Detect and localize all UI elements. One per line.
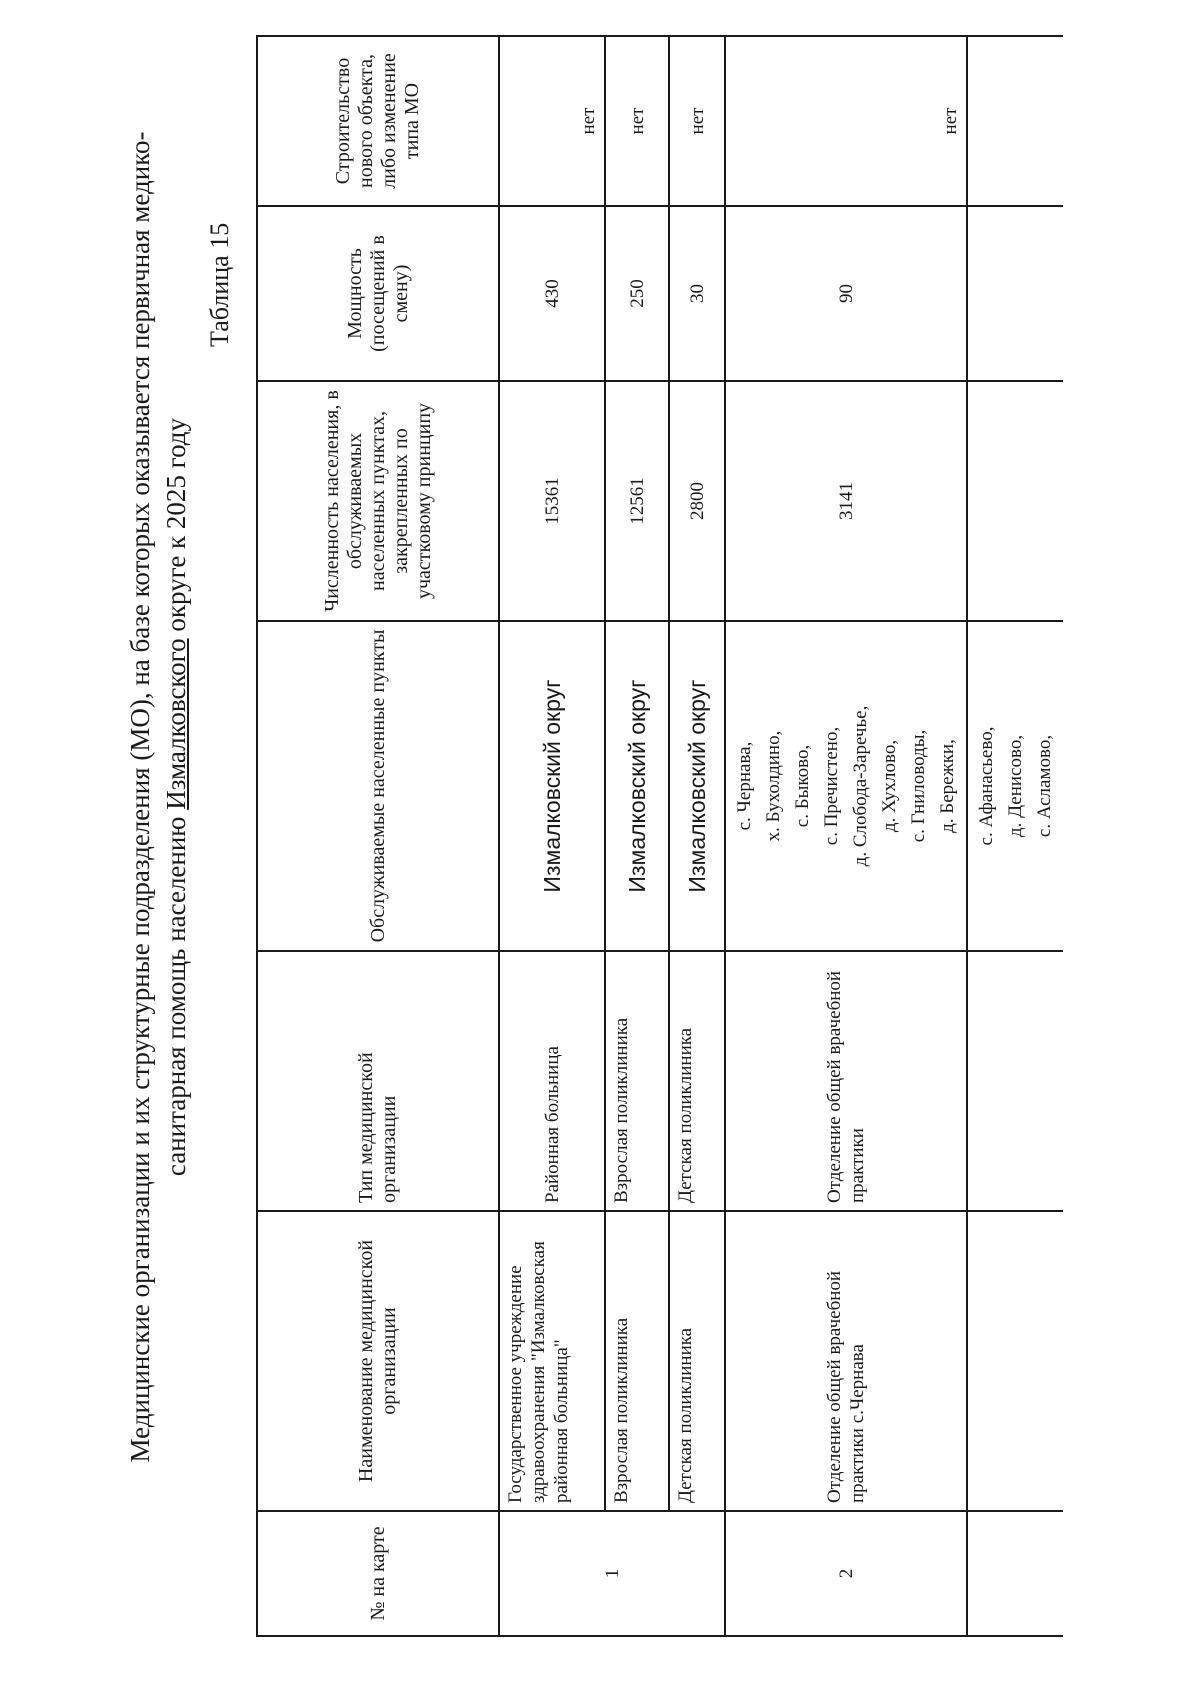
header-name: Наименование медицинской организации [257, 1211, 499, 1511]
place-item: с. Афанасьево, [976, 726, 997, 846]
table-row [725, 36, 967, 1636]
place-item: д. Хухлово, [879, 739, 900, 833]
place-item: с. Пречистено, [821, 726, 842, 846]
row-construction: нет [725, 36, 967, 206]
row-number-group-1: 1 [499, 1511, 725, 1636]
heading-line-1: Медицинские организации и их структурные подразделения (МО), на базе которых оказывается первичная медико- [125, 131, 155, 1463]
row-capacity: 90 [725, 206, 967, 381]
row-name [967, 1211, 1063, 1511]
header-type: Тип медицинской организации [257, 951, 499, 1211]
header-places: Обслуживаемые населенные пункты [257, 621, 499, 951]
header-construction: Строительство нового объекта, либо изменение типа МО [257, 36, 499, 206]
row-construction [967, 36, 1063, 206]
table-row [967, 36, 1063, 1636]
row-capacity: 30 [669, 206, 725, 381]
row-places: Измалковский округ [499, 621, 605, 951]
heading-line-2-suffix: округе к 2025 году [161, 417, 191, 639]
row-name: Детская поликлиника [669, 1211, 725, 1511]
heading-line-2-prefix: санитарная помощь населению [161, 809, 191, 1177]
heading-line-2 [158, 57, 194, 1537]
document-heading [122, 57, 194, 1537]
header-population: Численность населения, в обслуживаемых населенных пунктах, закрепленных по участковому принципу [257, 381, 499, 621]
row-population: 3141 [725, 381, 967, 621]
row-construction: нет [605, 36, 669, 206]
header-num: № на карте [257, 1511, 499, 1636]
row-places: Измалковский округ [669, 621, 725, 951]
place-item: х. Бухолдино, [763, 730, 784, 842]
row-population: 2800 [669, 381, 725, 621]
table-number: Таблица 15 [205, 222, 234, 347]
table-header-row [257, 36, 499, 1636]
row-name: Взрослая поликлиника [605, 1211, 669, 1511]
row-capacity: 250 [605, 206, 669, 381]
place-item: с. Быково, [792, 744, 813, 828]
place-item: д. Денисово, [1005, 734, 1026, 838]
row-type: Районная больница [499, 951, 605, 1211]
table-row [499, 36, 605, 1636]
row-number [967, 1511, 1063, 1636]
row-places-list [725, 621, 967, 951]
row-type [967, 951, 1063, 1211]
row-population: 15361 [499, 381, 605, 621]
table-row [669, 36, 725, 1636]
heading-line-2-underlined: Измалковского [161, 638, 191, 810]
row-population [967, 381, 1063, 621]
row-construction: нет [499, 36, 605, 206]
row-population: 12561 [605, 381, 669, 621]
place-item: с. Асламово, [1034, 734, 1055, 838]
place-item: с. Чернава, [734, 741, 755, 831]
place-item: с. Гниловоды, [908, 729, 929, 843]
row-type: Детская поликлиника [669, 951, 725, 1211]
row-type: Взрослая поликлиника [605, 951, 669, 1211]
row-type: Отделение общей врачебной практики [725, 951, 967, 1211]
row-construction: нет [669, 36, 725, 206]
row-capacity [967, 206, 1063, 381]
place-item: д. Слобода-Заречье, [850, 705, 871, 867]
header-capacity: Мощность (посещений в смену) [257, 206, 499, 381]
medical-organizations-table [256, 35, 1063, 1637]
row-number: 2 [725, 1511, 967, 1636]
row-name: Государственное учреждение здравоохранения "Измалковская районная больница" [499, 1211, 605, 1511]
row-places-list [967, 621, 1063, 951]
row-name: Отделение общей врачебной практики с.Чернава [725, 1211, 967, 1511]
row-places: Измалковский округ [605, 621, 669, 951]
place-item: д. Бережки, [937, 739, 958, 833]
table-row [605, 36, 669, 1636]
row-capacity: 430 [499, 206, 605, 381]
